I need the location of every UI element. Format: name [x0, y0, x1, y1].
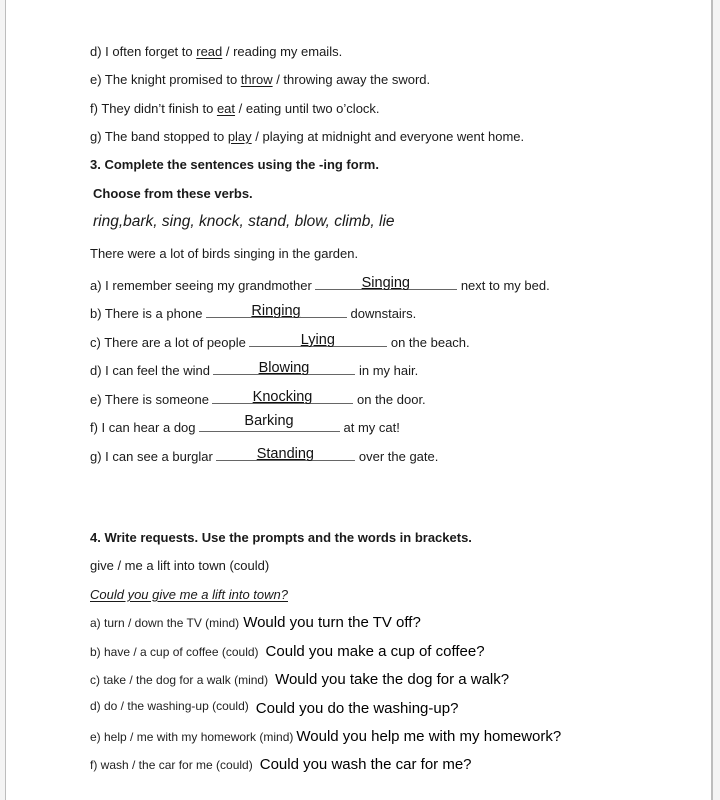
section4-heading: 4. Write requests. Use the prompts and the words in brackets.: [90, 530, 472, 545]
request-response[interactable]: Could you make a cup of coffee?: [265, 643, 485, 660]
answer-text: Singing: [361, 275, 410, 291]
item-text: in my hair.: [358, 363, 419, 378]
exercise4-item-a: [90, 615, 421, 631]
exercise3-item-d: [90, 359, 418, 379]
section4-example-answer: Could you give me a lift into town?: [90, 587, 288, 602]
item-text: on the door.: [357, 392, 426, 407]
worksheet-page: [5, 0, 713, 800]
exercise2-item-f: [90, 101, 380, 117]
item-text: / throwing away the sword.: [272, 72, 431, 87]
answer-text: Lying: [300, 332, 335, 348]
exercise4-item-d: [90, 701, 458, 717]
answer-text: Blowing: [258, 360, 310, 376]
exercise2-item-g: [90, 129, 524, 145]
item-text: e) The knight promised to: [90, 72, 241, 87]
exercise2-item-d: [90, 44, 342, 60]
exercise3-item-g: [90, 445, 438, 465]
selected-choice: eat: [216, 101, 236, 116]
exercise2-item-e: [90, 72, 430, 88]
item-text: at my cat!: [343, 420, 400, 435]
section3-example: There were a lot of birds singing in the garden.: [90, 246, 359, 261]
answer-blank[interactable]: [216, 445, 355, 461]
answer-text: Barking: [244, 413, 294, 429]
exercise3-item-b: [90, 302, 416, 322]
item-text: b) There is a phone: [90, 306, 203, 321]
request-prompt: f) wash / the car for me (could): [90, 758, 253, 772]
exercise3-item-f: [90, 413, 400, 436]
item-text: e) There is someone: [90, 392, 209, 407]
item-text: f) I can hear a dog: [90, 420, 196, 435]
answer-text: Knocking: [252, 389, 313, 405]
request-response[interactable]: Could you do the washing-up?: [255, 700, 459, 717]
answer-text: Standing: [256, 446, 314, 462]
answer-blank[interactable]: [199, 413, 340, 432]
exercise4-item-e: [90, 729, 561, 745]
exercise4-item-c: [90, 672, 509, 688]
request-response[interactable]: Would you help me with my homework?: [296, 728, 562, 745]
exercise4-item-f: [90, 757, 472, 773]
item-text: a) I remember seeing my grandmother: [90, 278, 312, 293]
item-text: next to my bed.: [460, 278, 550, 293]
selected-choice: throw: [240, 72, 273, 87]
request-prompt: c) take / the dog for a walk (mind): [90, 673, 269, 687]
section3-heading: 3. Complete the sentences using the -ing form.: [90, 157, 379, 172]
exercise3-item-a: [90, 274, 550, 294]
answer-blank[interactable]: [212, 388, 353, 404]
request-prompt: b) have / a cup of coffee (could): [90, 645, 259, 659]
request-response[interactable]: Would you turn the TV off?: [243, 614, 421, 631]
verb-list: ring,bark, sing, knock, stand, blow, climb, lie: [93, 213, 395, 230]
item-text: d) I often forget to: [90, 44, 197, 59]
item-text: f) They didn’t finish to: [90, 101, 217, 116]
selected-choice: play: [227, 129, 252, 144]
exercise3-item-c: [90, 331, 470, 351]
answer-text: Ringing: [251, 303, 301, 319]
section3-subheading: Choose from these verbs.: [93, 186, 253, 201]
item-text: / reading my emails.: [222, 44, 343, 59]
request-prompt: e) help / me with my homework (mind): [90, 730, 294, 744]
answer-blank[interactable]: [249, 331, 387, 347]
answer-blank[interactable]: [206, 302, 347, 318]
item-text: c) There are a lot of people: [90, 335, 246, 350]
request-response[interactable]: Would you take the dog for a walk?: [275, 671, 510, 688]
item-text: / eating until two o’clock.: [235, 101, 380, 116]
answer-blank[interactable]: [315, 274, 457, 290]
exercise3-item-e: [90, 388, 426, 408]
item-text: g) The band stopped to: [90, 129, 228, 144]
selected-choice: read: [196, 44, 223, 59]
item-text: / playing at midnight and everyone went home.: [251, 129, 525, 144]
item-text: on the beach.: [390, 335, 470, 350]
item-text: d) I can feel the wind: [90, 363, 210, 378]
item-text: g) I can see a burglar: [90, 449, 213, 464]
exercise4-item-b: [90, 644, 485, 660]
request-prompt: a) turn / down the TV (mind): [90, 616, 240, 630]
item-text: downstairs.: [350, 306, 417, 321]
section4-example-prompt: give / me a lift into town (could): [90, 558, 270, 573]
item-text: over the gate.: [358, 449, 439, 464]
answer-blank[interactable]: [213, 359, 355, 375]
request-response[interactable]: Could you wash the car for me?: [259, 756, 472, 773]
request-prompt: d) do / the washing-up (could): [90, 699, 249, 713]
